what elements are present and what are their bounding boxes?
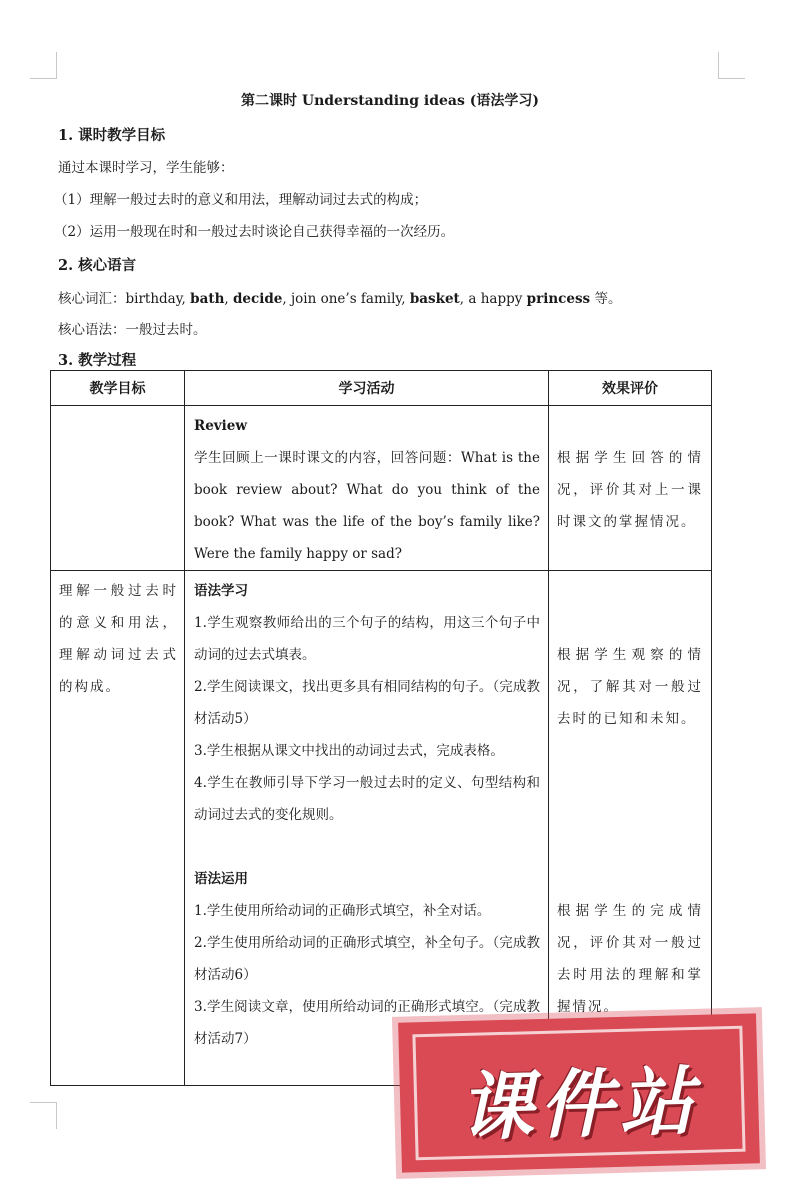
objective-2: （2）运用一般现在时和一般过去时谈论自己获得幸福的一次经历。	[54, 224, 455, 240]
teaching-process-table	[50, 370, 712, 1086]
row2-eval	[549, 571, 712, 1086]
table-row	[51, 571, 712, 1086]
spacer	[557, 571, 703, 639]
vocab-text: birthday,	[125, 291, 191, 307]
section1-intro: 通过本课时学习，学生能够：	[58, 160, 234, 176]
header-goal: 教学目标	[51, 371, 185, 406]
spacer	[557, 735, 703, 895]
review-title: Review	[194, 418, 247, 434]
crop-mark-top-left	[30, 52, 57, 79]
row1-eval: 根据学生回答的情况，评价其对上一课时课文的掌握情况。	[549, 406, 712, 571]
section2-heading: 2. 核心语言	[58, 257, 137, 274]
vocab-bold: princess	[526, 291, 591, 307]
core-vocabulary	[58, 287, 621, 307]
grammar-learning-title: 语法学习	[194, 583, 248, 599]
vocab-bold: bath	[190, 291, 225, 307]
table-header-row	[51, 371, 712, 406]
list-item: 3.学生根据从课文中找出的动词过去式，完成表格。	[194, 743, 504, 759]
row1-activity	[185, 406, 549, 571]
list-item: 1.学生观察教师给出的三个句子的结构，用这三个句子中动词的过去式填表。	[194, 615, 540, 663]
vocab-text: , a happy	[459, 291, 527, 307]
row2-activity	[185, 571, 549, 1086]
row2-goal: 理解一般过去时的意义和用法，理解动词过去式的构成。	[51, 571, 185, 1086]
watermark-text: 课件站	[458, 1058, 701, 1152]
spacer	[194, 831, 540, 863]
list-item: 3.学生阅读文章，使用所给动词的正确形式填空。（完成教材活动7）	[194, 999, 540, 1047]
list-item: 1.学生使用所给动词的正确形式填空，补全对话。	[194, 903, 491, 919]
vocab-text: , join one’s family,	[282, 291, 410, 307]
core-grammar: 核心语法：一般过去时。	[58, 322, 207, 338]
row1-goal	[51, 406, 185, 571]
list-item: 2.学生阅读课文，找出更多具有相同结构的句子。（完成教材活动5）	[194, 679, 540, 727]
crop-mark-bottom-left	[30, 1102, 57, 1129]
watermark-stamp	[398, 1013, 760, 1172]
vocab-bold: basket	[409, 291, 460, 307]
row2-eval-2: 根据学生的完成情况，评价其对一般过去时用法的理解和掌握情况。	[557, 903, 703, 1015]
vocab-text: ,	[224, 291, 233, 307]
section1-heading: 1. 课时教学目标	[58, 127, 166, 144]
list-item: 2.学生使用所给动词的正确形式填空，补全句子。（完成教材活动6）	[194, 935, 540, 983]
vocab-bold: decide	[232, 291, 283, 307]
vocab-label: 核心词汇：	[58, 291, 126, 307]
header-eval: 效果评价	[549, 371, 712, 406]
objective-1: （1）理解一般过去时的意义和用法，理解动词过去式的构成；	[54, 192, 428, 208]
table-row	[51, 406, 712, 571]
row2-eval-1: 根据学生观察的情况，了解其对一般过去时的已知和未知。	[557, 647, 703, 727]
header-activity: 学习活动	[185, 371, 549, 406]
section3-heading: 3. 教学过程	[58, 352, 137, 369]
review-text: 学生回顾上一课时课文的内容，回答问题：What is the book review about? What do you think of the book? What was the life of the boy’s family like? Were the family happy or sad?	[194, 450, 540, 562]
crop-mark-top-right	[718, 52, 745, 79]
grammar-practice-title: 语法运用	[194, 871, 248, 887]
vocab-text: 等。	[590, 291, 622, 307]
lesson-title: 第二课时 Understanding ideas (语法学习)	[241, 93, 539, 109]
list-item: 4.学生在教师引导下学习一般过去时的定义、句型结构和动词过去式的变化规则。	[194, 775, 540, 823]
